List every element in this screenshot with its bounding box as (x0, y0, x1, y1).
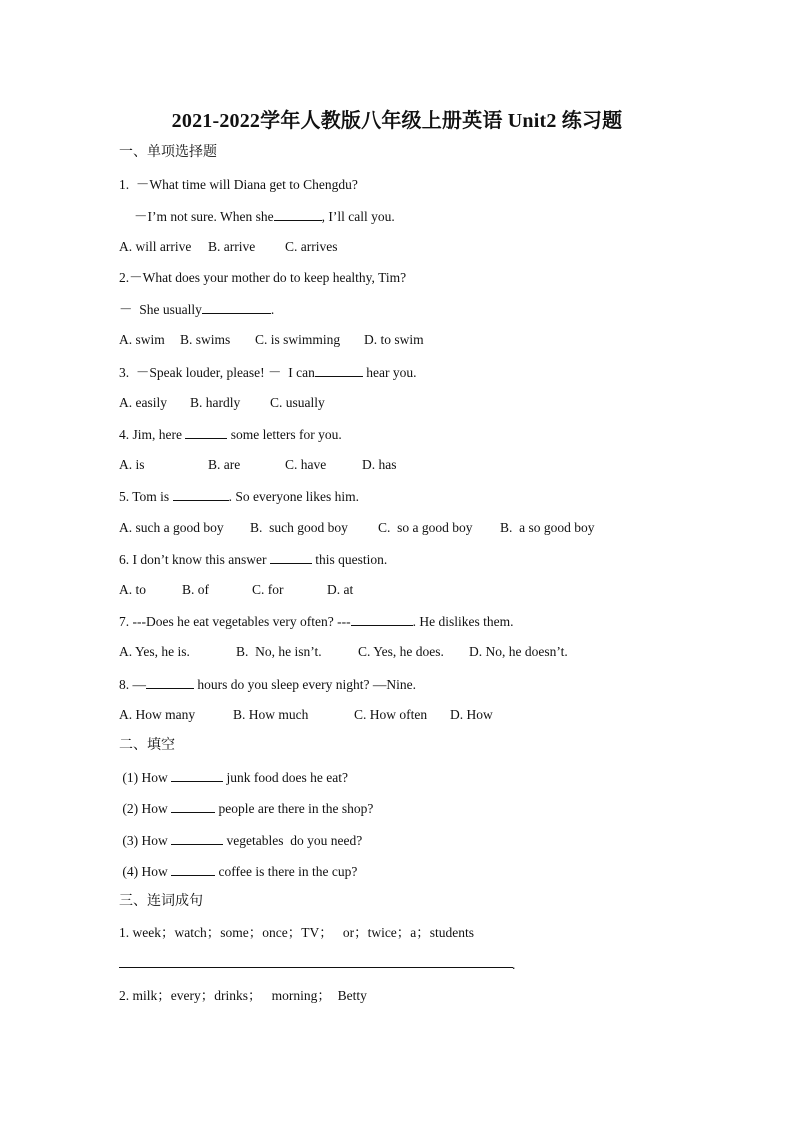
question-5-text-b: . So everyone likes him. (228, 489, 360, 504)
answer-blank[interactable] (202, 300, 271, 314)
answer-blank[interactable] (171, 799, 215, 813)
question-8-text-b: hours do you sleep every night? —Nine. (194, 677, 416, 692)
question-3-stem (119, 363, 417, 382)
option-a[interactable]: A. such a good boy (119, 520, 224, 535)
fill-text-a: (2) How (119, 801, 172, 816)
option-c[interactable]: C. Yes, he does. (358, 644, 444, 659)
answer-blank[interactable] (146, 675, 194, 689)
fill-item-1 (119, 768, 348, 787)
option-a[interactable]: A. easily (119, 395, 167, 410)
section-heading-fill-blank: 二、填空 (119, 738, 175, 753)
option-d[interactable]: D. at (327, 582, 354, 597)
question-2-stem: 2.－What does your mother do to keep healthy, Tim? (119, 270, 407, 285)
question-4-stem (119, 425, 342, 444)
option-d[interactable]: D. How (450, 707, 493, 722)
option-c[interactable]: C. usually (270, 395, 325, 410)
answer-blank[interactable] (270, 550, 312, 564)
section-heading-multiple-choice: 一、单项选择题 (119, 145, 217, 160)
option-d[interactable]: B. a so good boy (500, 520, 595, 535)
option-b[interactable]: B. are (208, 457, 241, 472)
question-2-text-a: － She usually (119, 302, 202, 317)
option-b[interactable]: B. hardly (190, 395, 241, 410)
option-b[interactable]: B. swims (180, 332, 231, 347)
question-3-options (119, 394, 325, 412)
question-5-options (119, 519, 595, 537)
option-c[interactable]: C. is swimming (255, 332, 341, 347)
question-1-stem: 1. －What time will Diana get to Chengdu? (119, 177, 358, 192)
question-4-options (119, 456, 397, 474)
answer-blank[interactable] (351, 612, 413, 626)
answer-blank[interactable] (171, 831, 223, 845)
question-3-text-a: 3. －Speak louder, please! － I can (119, 365, 315, 380)
question-2-line2 (119, 300, 274, 319)
fill-text-b: people are there in the shop? (215, 801, 374, 816)
answer-blank[interactable] (315, 363, 363, 377)
question-6-options (119, 581, 353, 599)
option-b[interactable]: B. How much (233, 707, 309, 722)
option-b[interactable]: B. No, he isn’t. (236, 644, 322, 659)
build-item-1: 1. week；watch；some；once；TV； or；twice；a；students (119, 925, 475, 940)
fill-text-a: (1) How (119, 770, 172, 785)
answer-blank[interactable] (185, 425, 227, 439)
question-7-options (119, 643, 568, 661)
question-8-stem (119, 675, 416, 694)
question-1-line2 (134, 207, 395, 226)
fill-text-b: vegetables do you need? (223, 833, 363, 848)
question-4-text-a: 4. Jim, here (119, 427, 186, 442)
question-1-text-b: , I’ll call you. (321, 209, 395, 224)
build-item-2: 2. milk；every；drinks； morning； Betty (119, 988, 367, 1003)
question-4-text-b: some letters for you. (227, 427, 342, 442)
question-7-text-b: . He dislikes them. (412, 614, 514, 629)
option-a[interactable]: A. is (119, 457, 145, 472)
fill-item-2 (119, 799, 373, 818)
option-d[interactable]: D. has (362, 457, 397, 472)
option-a[interactable]: A. swim (119, 332, 165, 347)
question-1-text-a: －I’m not sure. When she (134, 209, 274, 224)
question-2-text-b: . (270, 302, 275, 317)
option-c[interactable]: C. How often (354, 707, 428, 722)
fill-text-a: (3) How (119, 833, 172, 848)
option-c[interactable]: C. so a good boy (378, 520, 473, 535)
answer-blank[interactable] (274, 207, 322, 221)
fill-text-a: (4) How (119, 864, 172, 879)
question-2-options (119, 331, 424, 349)
question-7-stem (119, 612, 514, 631)
question-5-stem (119, 487, 359, 506)
answer-line-period: . (512, 957, 516, 972)
option-c[interactable]: C. have (285, 457, 327, 472)
option-a[interactable]: A. How many (119, 707, 196, 722)
option-a[interactable]: A. will arrive (119, 239, 192, 254)
option-a[interactable]: A. Yes, he is. (119, 644, 190, 659)
option-b[interactable]: B. such good boy (250, 520, 348, 535)
option-b[interactable]: B. of (182, 582, 209, 597)
section-heading-sentence-building: 三、连词成句 (119, 894, 203, 909)
answer-blank[interactable] (173, 487, 229, 501)
question-6-text-b: this question. (311, 552, 388, 567)
option-b[interactable]: B. arrive (208, 239, 256, 254)
fill-text-b: junk food does he eat? (223, 770, 348, 785)
fill-item-3 (119, 831, 362, 850)
page-title: 2021-2022学年人教版八年级上册英语 Unit2 练习题 (171, 110, 623, 132)
question-7-text-a: 7. ---Does he eat vegetables very often? --- (119, 614, 351, 629)
fill-text-b: coffee is there in the cup? (215, 864, 358, 879)
question-1-options (119, 238, 337, 256)
fill-item-4 (119, 862, 357, 881)
question-6-stem (119, 550, 387, 569)
answer-blank[interactable] (171, 768, 223, 782)
option-d[interactable]: D. No, he doesn’t. (469, 644, 568, 659)
question-6-text-a: 6. I don’t know this answer (119, 552, 270, 567)
question-5-text-a: 5. Tom is (119, 489, 173, 504)
question-3-text-b: hear you. (362, 365, 417, 380)
answer-line[interactable] (119, 967, 513, 968)
question-8-text-a: 8. — (119, 677, 146, 692)
option-c[interactable]: C. arrives (285, 239, 338, 254)
option-a[interactable]: A. to (119, 582, 146, 597)
question-8-options (119, 706, 493, 724)
option-c[interactable]: C. for (252, 582, 284, 597)
option-d[interactable]: D. to swim (364, 332, 424, 347)
answer-blank[interactable] (171, 862, 215, 876)
